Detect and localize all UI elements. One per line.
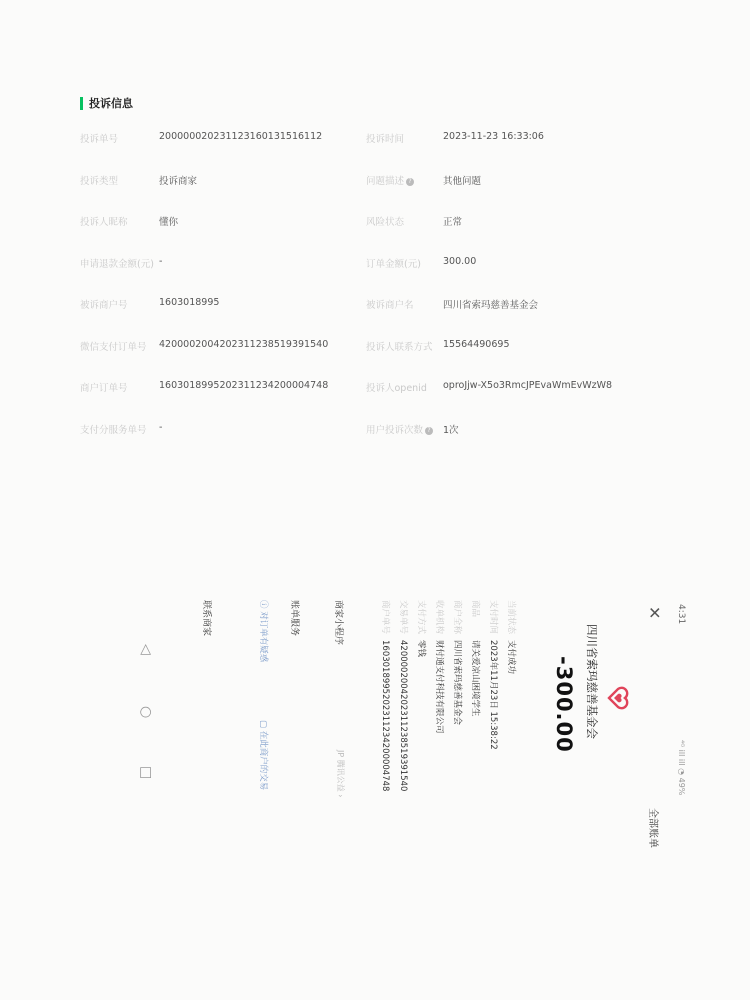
detail-row	[416, 600, 428, 657]
field-complaint-no	[80, 131, 118, 145]
field-value-text: 正常	[443, 217, 463, 228]
field-nickname	[80, 214, 128, 228]
link-text: 在此商户的交易	[258, 730, 268, 791]
field-label: 投诉人openid	[366, 383, 427, 394]
field-merchant-name	[366, 297, 414, 311]
field-value	[159, 422, 162, 433]
link-text: 对订单有疑惑	[258, 611, 268, 663]
field-value-text: 投诉商家	[159, 176, 198, 187]
detail-value: 四川省索玛慈善基金会	[452, 640, 462, 726]
detail-row	[506, 600, 518, 674]
detail-value: 请关爱凉山困境学生	[470, 640, 480, 717]
field-label: 用户投诉次数	[366, 425, 424, 436]
document-icon: ▢	[258, 720, 268, 731]
detail-row	[488, 600, 500, 750]
field-complaint-count	[366, 422, 433, 436]
home-nav-icon[interactable]: ○	[138, 706, 154, 719]
field-value	[159, 380, 328, 391]
field-label: 申请退款金额(元)	[80, 259, 154, 270]
detail-row	[470, 600, 482, 717]
field-value-text: 其他问题	[443, 176, 482, 187]
status-icons: ⁴ᴳ ill ill ◔ 49%	[677, 740, 686, 796]
field-value	[443, 214, 462, 228]
field-wechat-order	[80, 339, 147, 353]
field-label: 订单金额(元)	[366, 259, 421, 270]
detail-key: 交易单号	[398, 600, 408, 635]
detail-value: 1603018995202311234200004748	[380, 640, 390, 792]
detail-row	[380, 600, 392, 791]
mini-program-title: 商家小程序	[333, 600, 343, 646]
field-refund-amount	[80, 256, 154, 270]
order-question-link[interactable]	[258, 600, 270, 662]
payment-amount: -300.00	[552, 656, 576, 753]
close-icon[interactable]: ✕	[645, 606, 664, 620]
field-contact	[366, 339, 433, 353]
field-value	[443, 131, 544, 142]
help-circle-icon: ⓘ	[258, 600, 268, 612]
help-icon[interactable]: ?	[406, 178, 414, 186]
field-risk-status	[366, 214, 404, 228]
back-nav-icon[interactable]: ◁	[138, 644, 154, 655]
detail-value: 零钱	[416, 640, 426, 658]
field-label: 风险状态	[366, 217, 405, 228]
field-issue-desc	[366, 173, 414, 187]
field-value-text: oproJjw-X5o3RmcJPEvaWmEvWzW8	[443, 380, 613, 391]
detail-row	[452, 600, 464, 725]
bill-service-title: 账单服务	[289, 600, 299, 637]
field-value-text: -	[159, 422, 163, 433]
field-value-text: 4200002004202311238519391540	[159, 339, 329, 350]
detail-row	[398, 600, 410, 791]
field-merchant-id	[80, 297, 128, 311]
field-value	[159, 173, 197, 187]
mini-program-link[interactable]: JP 腾讯公益 ›	[336, 750, 345, 798]
field-label: 问题描述	[366, 176, 405, 187]
field-label: 支付分服务单号	[80, 425, 147, 436]
field-value-text: 懂你	[159, 217, 179, 228]
detail-key: 商品	[470, 600, 480, 618]
accent-bar	[80, 97, 83, 110]
field-service-order	[80, 422, 147, 436]
field-label: 微信支付订单号	[80, 342, 147, 353]
field-value	[159, 339, 328, 350]
field-value-text: 2023-11-23 16:33:06	[443, 131, 544, 142]
phone-screenshot	[60, 590, 700, 870]
detail-key: 收单机构	[434, 600, 444, 635]
section-title: 投诉信息	[89, 97, 133, 110]
detail-value: 4200002004202311238519391540	[398, 640, 408, 792]
phone-rotated	[60, 590, 700, 870]
field-value-text: 1603018995202311234200004748	[159, 380, 329, 391]
field-complaint-time	[366, 131, 404, 145]
field-value	[443, 422, 459, 436]
field-label: 投诉时间	[366, 134, 405, 145]
detail-value: 财付通支付科技有限公司	[434, 640, 444, 734]
field-value	[159, 256, 162, 267]
field-label: 投诉单号	[80, 134, 119, 145]
field-openid	[366, 380, 427, 394]
field-label: 被诉商户名	[366, 300, 414, 311]
field-value	[159, 131, 322, 142]
field-value	[159, 297, 219, 308]
field-value	[443, 173, 481, 187]
field-value-text: 1603018995	[159, 297, 220, 308]
detail-key: 支付方式	[416, 600, 426, 635]
field-value	[443, 256, 476, 267]
field-label: 被诉商户号	[80, 300, 128, 311]
field-label: 商户订单号	[80, 383, 128, 394]
field-value-text: 200000020231123160131516112	[159, 131, 323, 142]
help-icon[interactable]: ?	[425, 427, 433, 435]
status-time: 4:31	[676, 604, 686, 625]
merchant-name: 四川省索玛慈善基金会	[585, 624, 599, 739]
all-bills-link[interactable]: 全部账单	[647, 808, 658, 848]
detail-key: 商户全称	[452, 600, 462, 635]
field-label: 投诉人联系方式	[366, 342, 433, 353]
section-header	[80, 94, 133, 112]
detail-key: 支付时间	[488, 600, 498, 635]
field-value-text: 1次	[443, 425, 459, 436]
detail-row	[434, 600, 446, 734]
field-value	[443, 339, 510, 350]
field-value-text: 四川省索玛慈善基金会	[443, 300, 539, 311]
recent-nav-icon[interactable]: □	[138, 766, 154, 780]
field-merchant-order	[80, 380, 128, 394]
detail-value: 支付成功	[506, 640, 516, 675]
detail-key: 商户单号	[380, 600, 390, 635]
field-value	[443, 380, 612, 391]
detail-value: 2023年11月23日 15:38:22	[488, 640, 498, 750]
field-label: 投诉人昵称	[80, 217, 128, 228]
field-complaint-type	[80, 173, 118, 187]
field-value-text: 300.00	[443, 256, 477, 267]
field-value-text: 15564490695	[443, 339, 510, 350]
detail-key: 当前状态	[506, 600, 516, 635]
field-value	[159, 214, 178, 228]
contact-merchant-button[interactable]: 联系商家	[201, 600, 211, 637]
phone-screen	[60, 590, 700, 870]
field-value	[443, 297, 538, 311]
field-order-amount	[366, 256, 421, 270]
heart-logo-icon	[606, 686, 630, 710]
complain-link[interactable]	[258, 720, 270, 790]
field-label: 投诉类型	[80, 176, 119, 187]
field-value-text: -	[159, 256, 163, 267]
